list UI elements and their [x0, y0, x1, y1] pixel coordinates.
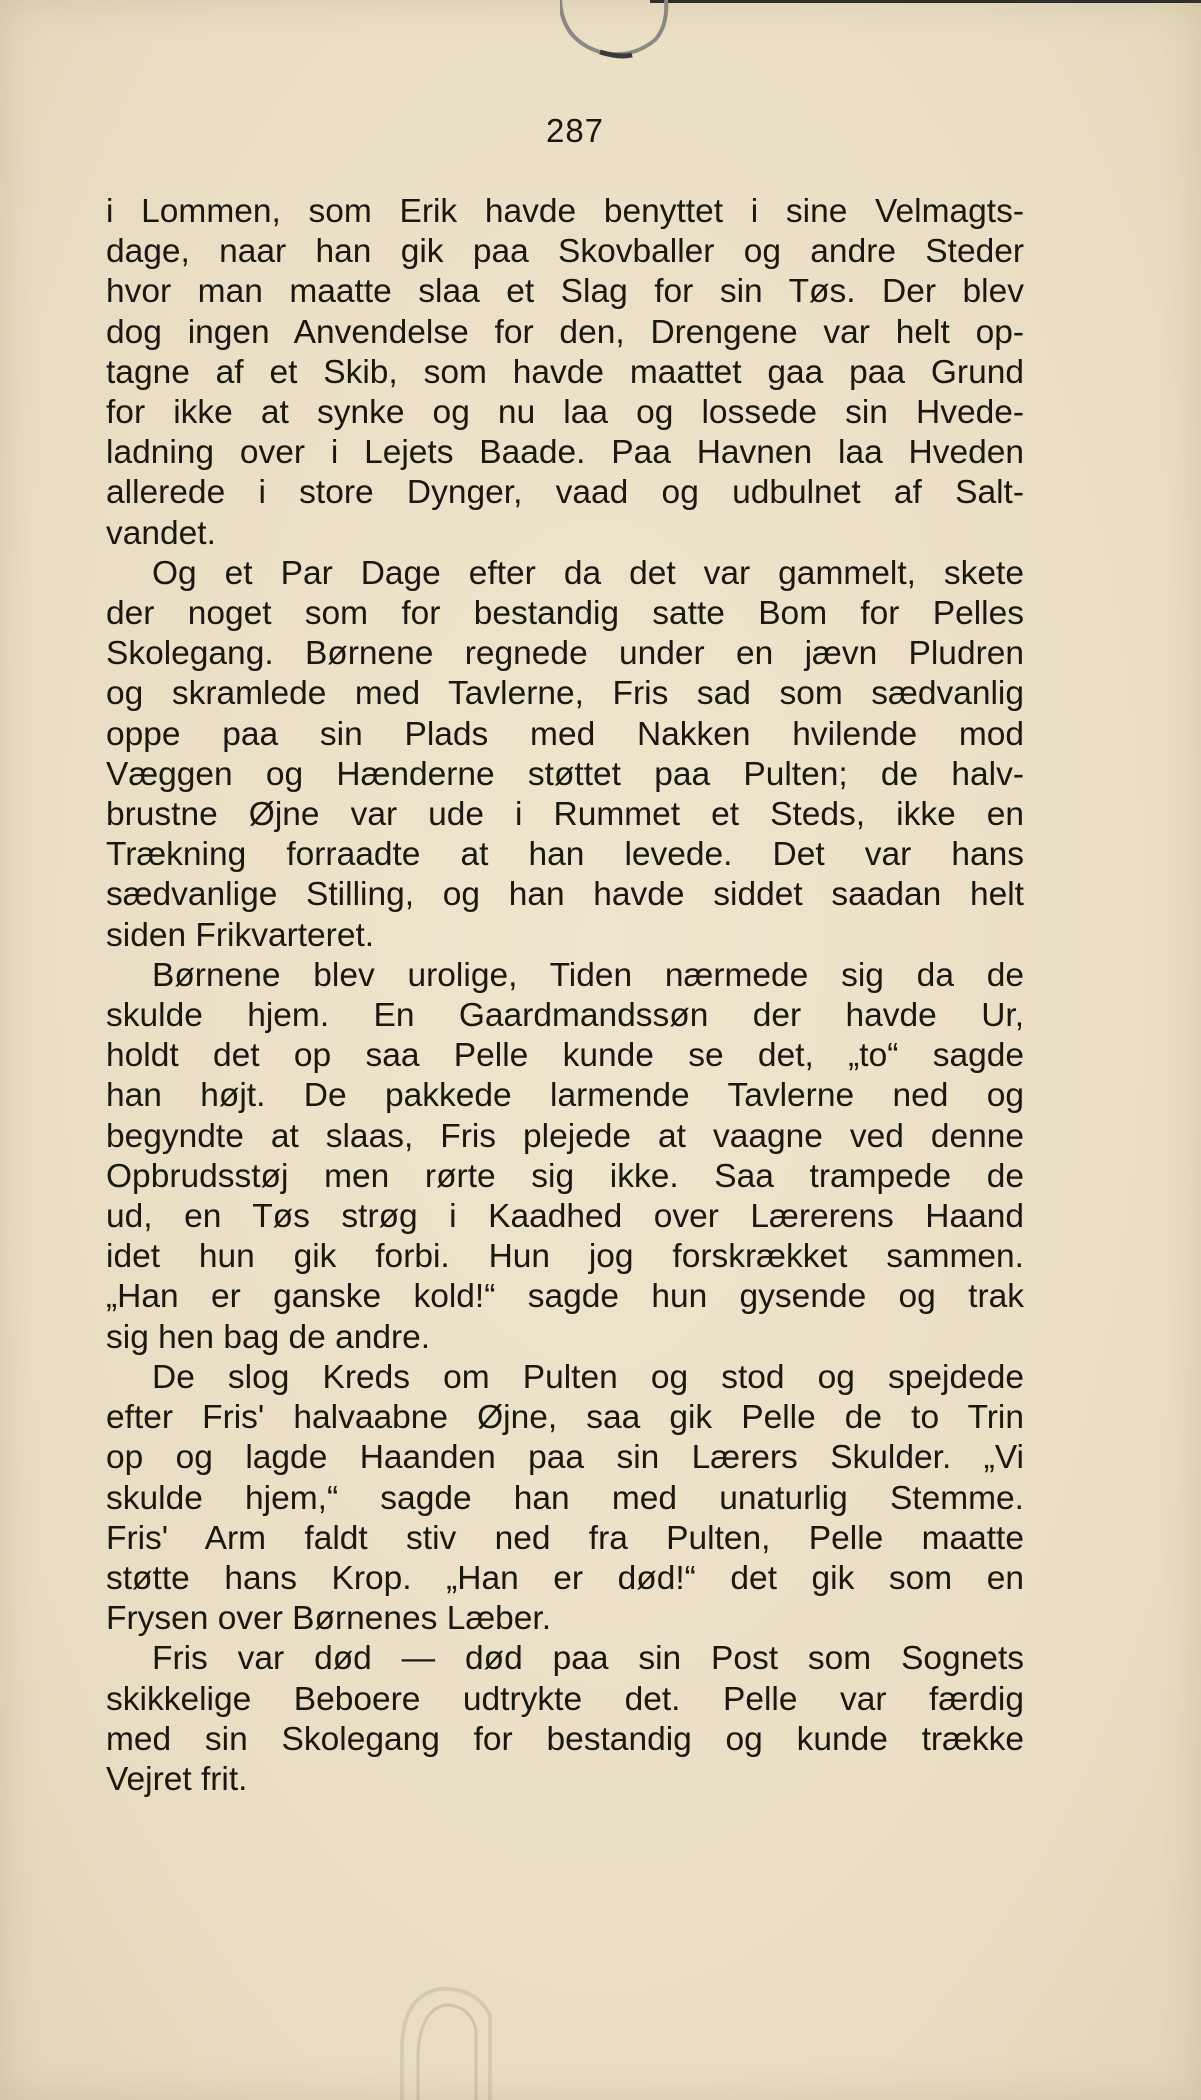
text-line: tagne af et Skib, som havde maattet gaa paa Grund [106, 353, 1024, 391]
text-line: skikkelige Beboere udtrykte det. Pelle var færdig [106, 1680, 1024, 1718]
text-line: dog ingen Anvendelse for den, Drengene var helt op- [106, 313, 1024, 351]
text-line: allerede i store Dynger, vaad og udbulnet af Salt- [106, 474, 1024, 512]
text-line: De slog Kreds om Pulten og stod og spejdede [152, 1358, 1024, 1396]
text-line: sædvanlige Stilling, og han havde siddet saadan helt [106, 876, 1024, 914]
text-line: der noget som for bestandig satte Bom for Pelles [106, 595, 1024, 633]
text-line: skulde hjem,“ sagde han med unaturlig Stemme. [106, 1479, 1024, 1517]
page-number: 287 [545, 112, 605, 149]
text-line: Trækning forraadte at han levede. Det var hans [106, 836, 1024, 874]
text-line: Og et Par Dage efter da det var gammelt, skete [152, 554, 1024, 592]
text-line: støtte hans Krop. „Han er død!“ det gik som en [106, 1559, 1024, 1597]
text-line: for ikke at synke og nu laa og lossede sin Hvede- [106, 394, 1024, 432]
text-line: vandet. [106, 514, 216, 552]
text-line: op og lagde Haanden paa sin Lærers Skulder. „Vi [106, 1439, 1024, 1477]
text-line: sig hen bag de andre. [106, 1318, 431, 1356]
text-line: siden Frikvarteret. [106, 916, 375, 954]
text-line: idet hun gik forbi. Hun jog forskrækket sammen. [106, 1238, 1024, 1276]
text-line: ladning over i Lejets Baade. Paa Havnen laa Hveden [106, 434, 1024, 472]
page-top-edge [650, 0, 1201, 3]
binding-thread-mark [560, 0, 670, 62]
text-line: oppe paa sin Plads med Nakken hvilende mod [106, 715, 1024, 753]
text-line: med sin Skolegang for bestandig og kunde trække [106, 1720, 1024, 1758]
paper-clip-mark [390, 1975, 510, 2100]
text-line: begyndte at slaas, Fris plejede at vaagne ved denne [106, 1117, 1024, 1155]
text-line: „Han er ganske kold!“ sagde hun gysende og trak [106, 1278, 1024, 1316]
text-line: holdt det op saa Pelle kunde se det, „to“ sagde [106, 1037, 1024, 1075]
text-line: efter Fris' halvaabne Øjne, saa gik Pelle de to Trin [106, 1399, 1024, 1437]
text-line: Skolegang. Børnene regnede under en jævn Pludren [106, 635, 1024, 673]
text-line: Vejret frit. [106, 1760, 248, 1798]
text-line: Børnene blev urolige, Tiden nærmede sig da de [152, 956, 1024, 994]
body-text [106, 192, 1024, 1800]
text-line: Fris var død — død paa sin Post som Sognets [152, 1640, 1024, 1678]
text-line: brustne Øjne var ude i Rummet et Steds, ikke en [106, 796, 1024, 834]
text-line: Væggen og Hænderne støttet paa Pulten; de halv- [106, 755, 1024, 793]
text-line: i Lommen, som Erik havde benyttet i sine Velmagts- [106, 193, 1024, 230]
text-line: Frysen over Børnenes Læber. [106, 1600, 552, 1638]
text-line: hvor man maatte slaa et Slag for sin Tøs. Der blev [106, 273, 1024, 311]
text-line: han højt. De pakkede larmende Tavlerne ned og [106, 1077, 1024, 1115]
text-line: Fris' Arm faldt stiv ned fra Pulten, Pelle maatte [106, 1519, 1024, 1557]
text-line: Opbrudsstøj men rørte sig ikke. Saa trampede de [106, 1157, 1024, 1195]
text-line: og skramlede med Tavlerne, Fris sad som sædvanlig [106, 675, 1024, 713]
text-line: ud, en Tøs strøg i Kaadhed over Lærerens Haand [106, 1198, 1024, 1236]
text-line: skulde hjem. En Gaardmandssøn der havde Ur, [106, 997, 1024, 1035]
text-line: dage, naar han gik paa Skovballer og andre Steder [106, 233, 1024, 271]
